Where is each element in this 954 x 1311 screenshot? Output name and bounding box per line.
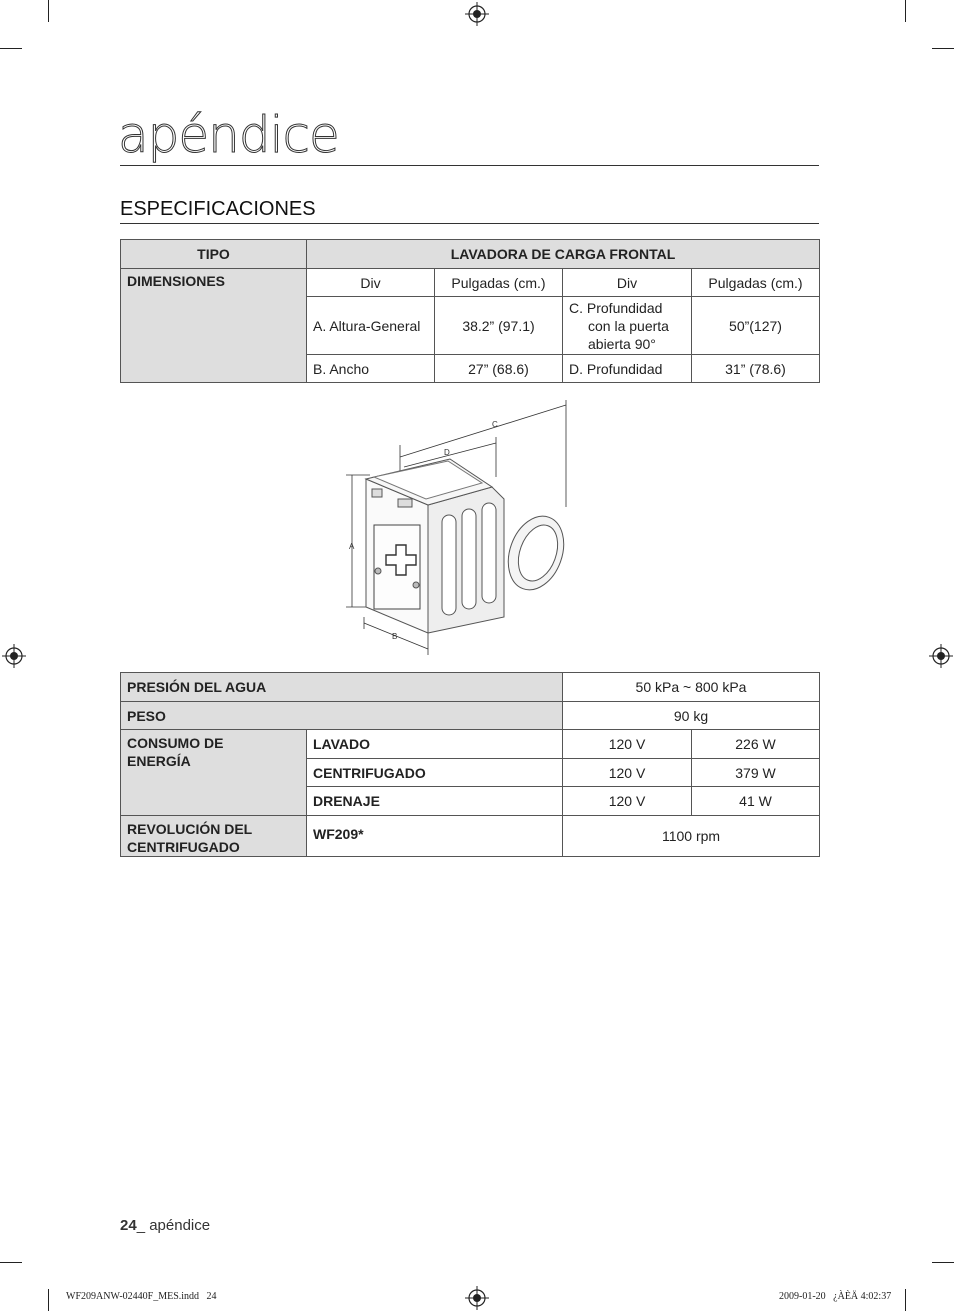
rpm-value: 1100 rpm <box>563 816 820 857</box>
lavado-voltage: 120 V <box>563 730 692 759</box>
dimension-line-c <box>400 405 566 457</box>
crop-mark <box>932 48 954 49</box>
row-d-value: 31” (78.6) <box>692 355 820 383</box>
lavado-label: LAVADO <box>307 730 563 759</box>
drenaje-power: 41 W <box>692 787 820 816</box>
row-c-label-line: C. Profundidad <box>569 299 663 316</box>
registration-mark-icon <box>465 2 489 26</box>
crop-mark <box>905 0 906 22</box>
dimensions-table <box>120 239 820 383</box>
registration-mark-icon <box>465 1286 489 1310</box>
row-c-value: 50”(127) <box>692 297 820 355</box>
label-b: B <box>392 632 398 641</box>
row-b-label: B. Ancho <box>307 355 435 383</box>
registration-mark-icon <box>929 644 953 668</box>
crop-mark <box>932 1262 954 1263</box>
consumo-label <box>121 730 307 816</box>
row-d-label: D. Profundidad <box>563 355 692 383</box>
washer-illustration <box>366 459 504 633</box>
centrifugado-voltage: 120 V <box>563 759 692 787</box>
col-div-header: Div <box>307 269 435 297</box>
print-slug-timestamp: 2009-01-20 ¿ÀÈÄ 4:02:37 <box>779 1291 892 1302</box>
label-a: A <box>349 542 355 551</box>
print-slug-filename: WF209ANW-02440F_MES.indd 24 <box>66 1291 217 1302</box>
crop-mark <box>0 1262 22 1263</box>
label-d: D <box>444 448 450 457</box>
drenaje-label: DRENAJE <box>307 787 563 816</box>
revolucion-label-line: REVOLUCIÓN DEL <box>127 821 253 837</box>
centrifugado-label: CENTRIFUGADO <box>307 759 563 787</box>
section-title: ESPECIFICACIONES <box>120 198 316 220</box>
peso-value: 90 kg <box>563 702 820 730</box>
crop-mark <box>905 1289 906 1311</box>
col-pulgadas-header: Pulgadas (cm.) <box>692 269 820 297</box>
lavado-power: 226 W <box>692 730 820 759</box>
section-rule <box>120 223 819 224</box>
row-a-value: 38.2” (97.1) <box>435 297 563 355</box>
tipo-value: LAVADORA DE CARGA FRONTAL <box>307 240 820 269</box>
col-pulgadas-header: Pulgadas (cm.) <box>435 269 563 297</box>
presion-label: PRESIÓN DEL AGUA <box>121 673 563 702</box>
page-label: _ apéndice <box>136 1217 211 1234</box>
label-c: C <box>492 420 498 429</box>
drenaje-voltage: 120 V <box>563 787 692 816</box>
row-c-label <box>563 297 692 355</box>
col-div-header: Div <box>563 269 692 297</box>
row-c-label-line: con la puerta <box>588 317 669 334</box>
dimensiones-label: DIMENSIONES <box>121 269 307 383</box>
revolucion-label-line: CENTRIFUGADO <box>127 839 240 855</box>
peso-label: PESO <box>121 702 563 730</box>
crop-mark <box>0 48 22 49</box>
crop-mark <box>48 0 49 22</box>
presion-value: 50 kPa ~ 800 kPa <box>563 673 820 702</box>
washer-dimensions-diagram <box>330 395 580 655</box>
registration-mark-icon <box>2 644 26 668</box>
consumo-label-line: CONSUMO DE <box>127 735 224 751</box>
title-rule <box>120 165 819 166</box>
tipo-label: TIPO <box>121 240 307 269</box>
row-c-label-line: abierta 90° <box>588 335 656 352</box>
row-b-value: 27” (68.6) <box>435 355 563 383</box>
centrifugado-power: 379 W <box>692 759 820 787</box>
page-footer <box>120 1217 210 1234</box>
consumo-label-line: ENERGÍA <box>127 753 191 769</box>
revolucion-label <box>121 816 307 857</box>
chapter-title: apéndice <box>118 106 339 164</box>
row-a-label: A. Altura-General <box>307 297 435 355</box>
model-label: WF209* <box>307 816 563 857</box>
page-number: 24 <box>120 1217 137 1234</box>
crop-mark <box>48 1289 49 1311</box>
specs-table <box>120 672 820 857</box>
washer-door-illustration <box>499 508 574 597</box>
